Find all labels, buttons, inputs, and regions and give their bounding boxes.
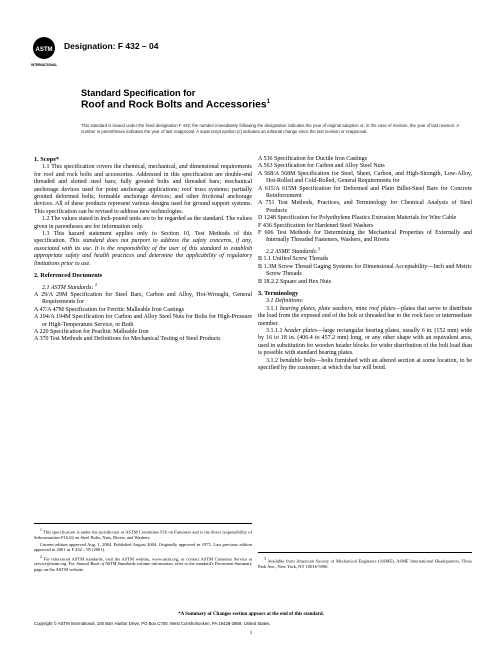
ref-item: A 29/A 29M Specification for Steel Bars, Carbon and Alloy, Hot-Wrought, General Requirements for xyxy=(34,291,252,306)
ref-item: A 220 Specification for Pearlitic Malleable Iron xyxy=(34,328,149,335)
section-1-heading: 1. Scope* xyxy=(34,156,60,163)
asme-ref-item: B 1.3M Screw Thread Gaging Systems for Dimensional Acceptability—Inch and Metric Screw Threads xyxy=(258,263,472,278)
asme-ref-item: B 18.2.2 Square and Hex Nuts xyxy=(258,278,332,285)
standard-notice: This standard is issued under the fixed designation F 432; the number immediately following the designation indicates the year of original adoption or, in the case of revision, the year of last revision. A number in parentheses indicates the year of last reapproval. A superscript epsilon (ε) indicates an editorial change since the last revision or reapproval. xyxy=(81,123,459,134)
para-1-3-italic: This standard does not purport to address the safety concerns, if any, associated with its use. It is the responsibility of the user of this standard to establish appropriate safety and health practices and determine the applicability of regulatory limitations prior to use. xyxy=(34,238,253,267)
right-column xyxy=(258,156,472,372)
term-bendable-bolts: bendable bolts xyxy=(279,357,316,364)
page-number: 1 xyxy=(249,631,253,636)
ref-item: A 615/A 615M Specification for Deformed and Plain Billet-Steel Bars for Concrete Reinforcement xyxy=(258,185,472,200)
def-header-plates: —large rectangular bearing plates, usually 6 in. (152 mm) wide by 16 to 18 in. (406.4 to 457.2 mm) long, or any other shape with an equivalent area, used in substitution for wooden header blocks for wider distribution of the bolt load than is possible with standard bearing plates. xyxy=(258,327,473,357)
def-bendable-bolts: —bolts furnished with an altered section at some location, to be specified by the customer, at which the bar will bend. xyxy=(258,357,472,371)
designation: Designation: F 432 – 04 xyxy=(64,41,159,51)
term-bearing-plates: bearing plates, plate washers, mine roof plates xyxy=(279,305,396,312)
ref-item: A 751 Test Methods, Practices, and Terminology for Chemical Analysis of Steel Products xyxy=(258,200,472,214)
para-2-2-text: 2.2 ASME Standards: xyxy=(266,248,318,255)
para-2-2-mark: 3 xyxy=(317,245,320,251)
para-3-1-1: 3.1.1 bearing plates, plate washers, mine roof plates—plates that serve to distribute the load from the exposed end of the bolt or threaded bar to the rock face or intermediate member. xyxy=(258,305,472,327)
para-3-1 xyxy=(258,298,472,305)
left-column xyxy=(34,156,252,344)
summary-note: *A Summary of Changes section appears at the end of this standard. xyxy=(178,612,324,617)
para-2-1-mark: 2 xyxy=(95,281,98,287)
title-line1: Standard Specification for xyxy=(81,88,196,98)
astm-logo-mark xyxy=(31,36,57,68)
term-header-plates: header plates xyxy=(284,327,318,334)
footnote-3-text: Available from American Society of Mechanical Engineers (ASME), ASME International Headquarters, Three Park Ave., New York, NY 10016-5990. xyxy=(258,558,472,569)
section-3-heading: 3. Terminology xyxy=(258,289,299,297)
footnotes-right xyxy=(258,552,472,571)
para-2-1 xyxy=(34,281,252,292)
ref-item: F 606 Test Methods for Determining the Mechanical Properties of Externally and Internally Threaded Fasteners, Washers, and Rivets xyxy=(258,230,472,244)
ref-item: A 536 Specification for Ductile Iron Castings xyxy=(258,156,367,162)
para-3-1-1-1: 3.1.1.1 header plates—large rectangular bearing plates, usually 6 in. (152 mm) wide by 16 to 18 in. (406.4 to 457.2 mm) long, or any other shape with an equivalent area, used in substitution for wooden header blocks for wider distribution of the bolt load than is possible with standard bearing plates. xyxy=(258,327,473,357)
footnote-2: $^2$ For referenced ASTM standards, visit the ASTM website, www.astm.org, or contact ASTM Customer Service at service@astm.org. For Annual Book of ASTM Standards volume information, refer to the standard's Document Summary page on the ASTM website. xyxy=(34,554,252,572)
para-2-2 xyxy=(258,245,472,256)
copyright: Copyright © ASTM International, 100 Barr Harbor Drive, PO Box C700, West Conshohocken, PA 19428-2959, United States. xyxy=(34,621,271,626)
ref-item: A 568/A 568M Specification for Steel, Sheet, Carbon, and High-Strength, Low-Alloy, Hot-Rolled and Cold-Rolled, General Requirements for xyxy=(258,170,472,185)
svg-text:INTERNATIONAL: INTERNATIONAL xyxy=(31,63,57,67)
ref-item: D 1248 Specification for Polyethylene Plastics Extrusion Materials for Wire Cable xyxy=(258,215,457,222)
footnote-1: $^1$ This specification is under the jurisdiction of ASTM Committee F16 on Fasteners and is the direct responsibility of Subcommittee F16.02 on Steel Bolts, Nuts, Rivets, and Washers. xyxy=(34,528,252,540)
section-2-heading: 2. Referenced Documents xyxy=(34,272,103,280)
footnote-2-text-b: volume information, refer to the standard's Document Summary page on the ASTM website. xyxy=(34,561,252,572)
svg-text:ASTM: ASTM xyxy=(35,47,53,53)
footnote-1-text: This specification is under the jurisdiction of ASTM Committee F16 on Fasteners and is the direct responsibility of Subcommittee F16.02 on Steel Bolts, Nuts, Rivets, and Washers. xyxy=(34,529,252,540)
ref-item: A 47/A 47M Specification for Ferritic Malleable Iron Castings xyxy=(34,306,184,313)
para-3-1-2: 3.1.2 bendable bolts—bolts furnished with an altered section at some location, to be specified by the customer, at which the bar will bend. xyxy=(258,357,472,371)
footnote-3: $^3$ Available from American Society of Mechanical Engineers (ASME), ASME International Headquarters, Three Park Ave., New York, NY 10016-5990. xyxy=(258,557,472,569)
def-bearing-plates: —plates that serve to distribute the load from the exposed end of the bolt or threaded bar to the rock face or intermediate member. xyxy=(258,305,472,327)
footnote-2-text-a: For referenced ASTM standards, visit the ASTM website, www.astm.org, or contact ASTM Customer Service at service@astm.org. For xyxy=(34,556,252,567)
title-footnote-mark: 1 xyxy=(266,99,270,105)
para-3-1-text: 3.1 Definitions: xyxy=(266,298,304,305)
title-line2: Roof and Rock Bolts and Accessories xyxy=(81,99,267,111)
title-main xyxy=(81,99,270,110)
astm-logo xyxy=(31,36,57,68)
para-1-1: 1.1 This specification covers the chemical, mechanical, and dimensional requirements for roof and rock bolts and accessories. Addressed in this specification are double-end threaded and slotted steel bars; fully grouted bolts and threaded bars; mechanical anchorage devices used for point anchorage applications; roof truss systems; partially grouted deformed bolts; formable anchorage devices; and other frictional anchorage devices. All of these products represent various designs used for ground support systems. This specification can be revised to address new technologies. xyxy=(34,164,252,215)
ref-item: F 436 Specification for Hardened Steel Washers xyxy=(258,222,374,229)
asme-ref-item: B 1.1 Unified Screw Threads xyxy=(258,256,329,263)
ref-item: A 194/A 194M Specification for Carbon and Alloy Steel Nuts for Bolts for High-Pressure or High-Temperature Service, or Both xyxy=(34,314,252,328)
footnote-1b: Current edition approved Aug. 1, 2004. Published August 2004. Originally approved in 1975. Last previous edition approved in 2001 as F 432 – 95 (2001). xyxy=(34,542,252,553)
para-1-3-text: 1.3 This hazard statement applies only to Section 10, Test Methods of this specification. xyxy=(34,231,252,245)
para-1-2: 1.2 The values stated in inch-pound units are to be regarded as the standard. The values given in parentheses are for information only. xyxy=(34,216,252,230)
footnote-2-italic: Annual Book of ASTM Standards xyxy=(76,561,136,567)
ref-item: A 563 Specification for Carbon and Alloy Steel Nuts xyxy=(258,163,385,170)
para-2-1-text: 2.1 ASTM Standards: xyxy=(42,284,94,291)
footnotes-left xyxy=(34,523,252,574)
ref-item: A 370 Test Methods and Definitions for Mechanical Testing of Steel Products xyxy=(34,336,221,343)
para-1-3 xyxy=(34,231,252,268)
